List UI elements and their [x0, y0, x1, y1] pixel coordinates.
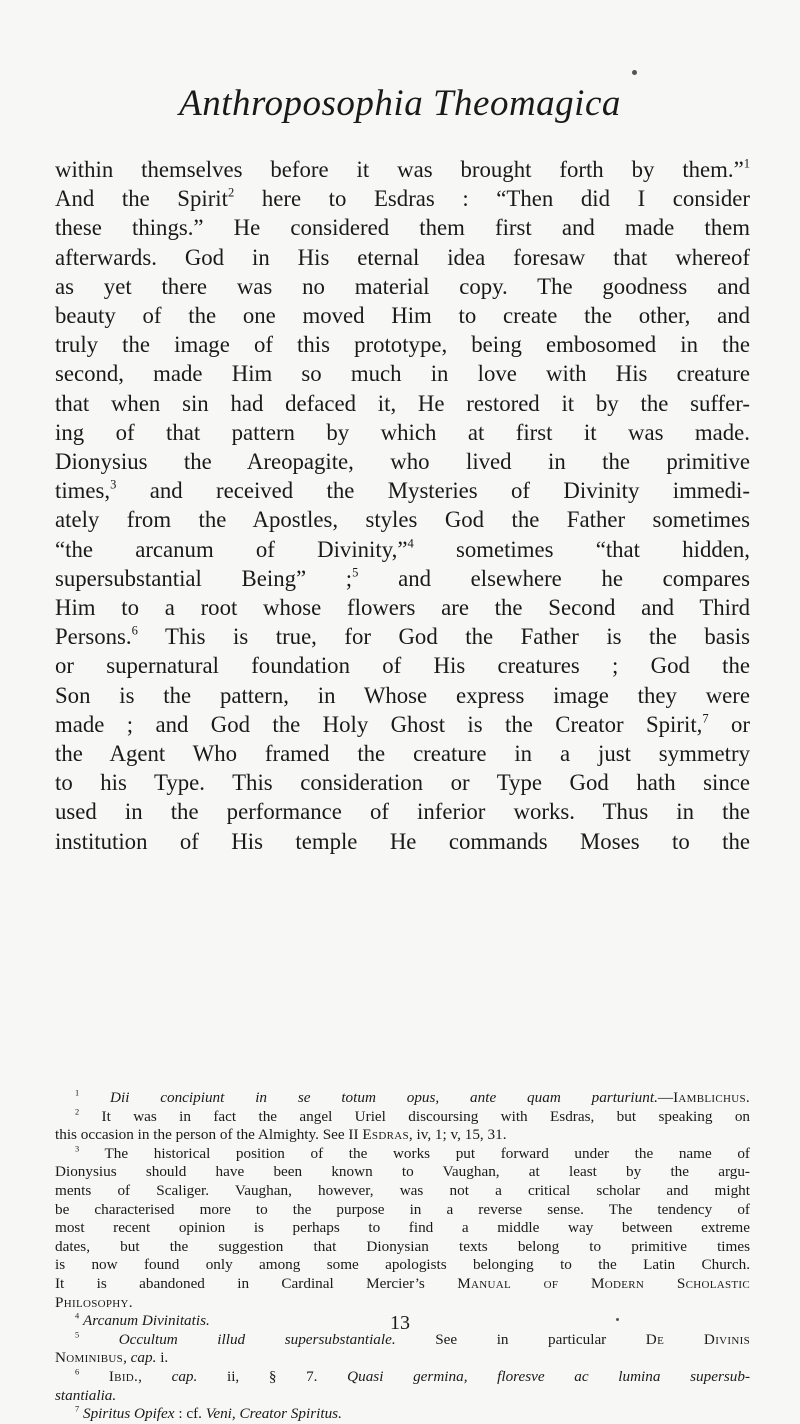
footnote-3-line: Dionysius should have been known to Vaughan, at least by the argu-	[55, 1163, 750, 1181]
footnote-3-line: most recent opinion is perhaps to find a middle way between extreme	[55, 1219, 750, 1237]
footnote-3-line: It is abandoned in Cardinal Mercier’s Manual of Modern Scholastic	[55, 1274, 750, 1292]
footnote-3-line: ments of Scaliger. Vaughan, however, was not a critical scholar and might	[55, 1181, 750, 1199]
footnote-ref: 2	[227, 185, 235, 200]
text-line: these things.” He considered them first and made them	[55, 215, 750, 241]
text-line: times,$^3$ and received the Mysteries of Divinity immedi-	[55, 477, 750, 504]
text-line: Persons.$^6$ This is true, for God the Father is the basis	[55, 623, 750, 650]
footnote-6-cont: stantialia.	[55, 1386, 117, 1404]
text-line: truly the image of this prototype, being embosomed in the	[55, 332, 750, 358]
footnote-ref: 4	[407, 536, 414, 551]
page-number: 13	[390, 1312, 410, 1334]
ink-speck	[616, 1318, 619, 1321]
text-line: “the arcanum of Divinity,”$^4$ sometimes “that hidden,	[55, 536, 750, 562]
text-line: supersubstantial Being” ;$^5$ and elsewhere he compares	[55, 565, 750, 591]
text-line: second, made Him so much in love with His creature	[55, 361, 750, 387]
footnotes	[55, 1089, 750, 1424]
footnote-3-line: Philosophy.	[55, 1293, 133, 1311]
text-line: Dionysius the Areopagite, who lived in the primitive	[55, 449, 750, 475]
main-text	[55, 155, 750, 856]
footnote-ref: 1	[743, 156, 750, 171]
text-line: And the Spirit$^2$ here to Esdras : “Then did I consider	[55, 185, 750, 212]
text-line: as yet there was no material copy. The goodness and	[55, 273, 750, 299]
text-line: made ; and God the Holy Ghost is the Creator Spirit,$^7$ or	[55, 711, 750, 737]
footnote-5-cont: Nominibus, cap. i.	[55, 1349, 169, 1367]
footnote-4: $^4$ Arcanum Divinitatis.	[75, 1311, 210, 1330]
text-line: Him to a root whose flowers are the Second and Third	[55, 595, 750, 621]
text-line: or supernatural foundation of His creatures ; God the	[55, 653, 750, 679]
text-line: that when sin had defaced it, He restored it by the suffer-	[55, 390, 750, 416]
text-line: the Agent Who framed the creature in a just symmetry	[55, 741, 750, 767]
text-line: ing of that pattern by which at first it was made.	[55, 419, 750, 445]
footnote-3-line: is now found only among some apologists belonging to the Latin Church.	[55, 1256, 750, 1274]
footnote-3-line: be characterised more to the purpose in a reverse sense. The tendency of	[55, 1200, 750, 1218]
footnote-7: $^7$ Spiritus Opifex : cf. Veni, Creator Spiritus.	[75, 1404, 342, 1423]
footnote-6: $^6$ Ibid., cap. ii, § 7. Quasi germina, floresve ac lumina supersub-	[75, 1367, 751, 1385]
footnote-ref: 3	[110, 477, 117, 492]
text-line: within themselves before it was brought forth by them.”$^1$	[55, 156, 750, 182]
text-line: beauty of the one moved Him to create the other, and	[55, 303, 750, 329]
footnote-5: $^5$ Occultum illud supersubstantiale. See in particular De Divinis	[75, 1330, 750, 1348]
footnote-2: $^2$ It was in fact the angel Uriel discoursing with Esdras, but speaking on	[75, 1107, 751, 1125]
footnote-ref: 5	[352, 565, 359, 580]
footnote-2-cont: this occasion in the person of the Almighty. See II Esdras, iv, 1; v, 15, 31.	[55, 1126, 507, 1144]
text-line: ately from the Apostles, styles God the Father sometimes	[55, 507, 750, 533]
footnote-3: $^3$ The historical position of the works put forward under the name of	[75, 1144, 750, 1162]
ink-speck	[632, 70, 637, 75]
text-line: afterwards. God in His eternal idea foresaw that whereof	[55, 244, 750, 270]
footnote-1: $^1$ Dii concipiunt in se totum opus, ante quam parturiunt.—Iamblichus.	[75, 1088, 751, 1106]
running-head: Anthroposophia Theomagica	[179, 83, 621, 124]
text-line: Son is the pattern, in Whose express image they were	[55, 682, 750, 708]
footnote-3-line: dates, but the suggestion that Dionysian texts belong to primitive times	[55, 1237, 750, 1255]
text-line: used in the performance of inferior works. Thus in the	[55, 799, 750, 825]
text-line: to his Type. This consideration or Type God hath since	[55, 770, 750, 796]
footnote-ref: 6	[131, 623, 138, 638]
text-line: institution of His temple He commands Moses to the	[55, 828, 750, 854]
footnote-ref: 7	[702, 711, 709, 726]
